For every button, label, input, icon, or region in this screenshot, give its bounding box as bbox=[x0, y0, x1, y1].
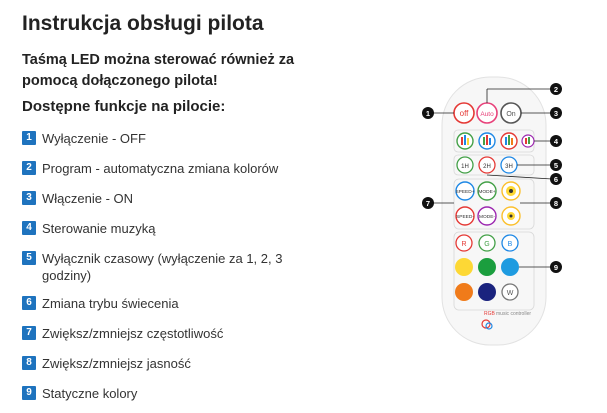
list-item bbox=[22, 160, 317, 177]
svg-text:5: 5 bbox=[553, 161, 559, 170]
callout-9 bbox=[550, 261, 562, 273]
color-r-button bbox=[456, 235, 472, 251]
svg-text:MODE+: MODE+ bbox=[478, 190, 496, 195]
svg-text:7: 7 bbox=[425, 199, 431, 208]
function-label: Sterowanie muzyką bbox=[42, 221, 156, 236]
callout-6 bbox=[550, 173, 562, 185]
number-badge: 2 bbox=[22, 161, 36, 175]
color-b-button bbox=[502, 235, 518, 251]
mode-up-button bbox=[478, 182, 496, 200]
number-badge: 6 bbox=[22, 296, 36, 310]
svg-text:3H: 3H bbox=[505, 164, 513, 170]
function-label: Wyłącznik czasowy (wyłączenie za 1, 2, 3 godziny) bbox=[42, 251, 283, 283]
callout-3 bbox=[550, 107, 562, 119]
function-label: Zmiana trybu świecenia bbox=[42, 296, 179, 311]
intro-text: Taśmą LED można sterować również za pomocą dołączonego pilota! bbox=[22, 52, 295, 89]
on-button bbox=[501, 103, 521, 123]
number-badge: 1 bbox=[22, 131, 36, 145]
function-label: Włączenie - ON bbox=[42, 191, 134, 206]
svg-text:6: 6 bbox=[553, 175, 559, 184]
functions-heading: Dostępne funkcje na pilocie: bbox=[22, 98, 226, 115]
svg-text:3: 3 bbox=[553, 109, 559, 118]
brand-rgb: RGB bbox=[484, 311, 495, 317]
music-button-1 bbox=[457, 133, 473, 149]
svg-text:8: 8 bbox=[553, 199, 559, 208]
callout-5 bbox=[550, 159, 562, 171]
svg-text:W: W bbox=[506, 290, 514, 297]
function-label: Zwiększ/zmniejsz częstotliwość bbox=[42, 326, 224, 341]
number-badge: 4 bbox=[22, 221, 36, 235]
speed-down-button bbox=[456, 207, 474, 225]
svg-text:B: B bbox=[507, 241, 513, 248]
brand-text: music controller bbox=[496, 311, 532, 317]
function-label: Zwiększ/zmniejsz jasność bbox=[42, 356, 191, 371]
function-label: Program - automatyczna zmiana kolorów bbox=[42, 161, 279, 176]
list-item bbox=[22, 355, 317, 372]
svg-text:SPEED-: SPEED- bbox=[456, 215, 474, 220]
color-navy-button bbox=[478, 283, 496, 301]
svg-text:SPEED+: SPEED+ bbox=[455, 190, 475, 195]
list-item bbox=[22, 190, 317, 207]
callout-7 bbox=[422, 197, 434, 209]
music-button-3 bbox=[501, 133, 517, 149]
callout-8 bbox=[550, 197, 562, 209]
music-button-4 bbox=[522, 135, 534, 147]
callout-1 bbox=[422, 107, 434, 119]
brightness-up-button bbox=[502, 182, 520, 200]
svg-text:1H: 1H bbox=[461, 164, 469, 170]
list-item bbox=[22, 325, 317, 342]
callout-2 bbox=[550, 83, 562, 95]
color-orange-button bbox=[455, 283, 473, 301]
on-label: On bbox=[506, 111, 516, 118]
svg-text:R: R bbox=[461, 241, 467, 248]
svg-text:1: 1 bbox=[425, 109, 431, 118]
number-badge: 5 bbox=[22, 251, 36, 265]
list-item bbox=[22, 250, 317, 284]
color-cyan-button bbox=[501, 258, 519, 276]
timer-2h-button bbox=[479, 157, 495, 173]
svg-text:2: 2 bbox=[553, 85, 559, 94]
list-item bbox=[22, 220, 317, 237]
auto-button bbox=[477, 103, 497, 123]
timer-1h-button bbox=[457, 157, 473, 173]
function-label: Statyczne kolory bbox=[42, 386, 138, 401]
svg-text:MODE-: MODE- bbox=[479, 215, 495, 220]
callout-4 bbox=[550, 135, 562, 147]
off-button bbox=[454, 103, 474, 123]
list-item bbox=[22, 130, 317, 147]
off-label: off bbox=[459, 109, 469, 118]
svg-text:G: G bbox=[484, 241, 490, 248]
remote-illustration bbox=[410, 75, 590, 350]
brightness-down-button bbox=[502, 207, 520, 225]
svg-text:9: 9 bbox=[553, 263, 559, 272]
list-item bbox=[22, 295, 317, 312]
svg-text:4: 4 bbox=[553, 137, 559, 146]
color-green-button bbox=[478, 258, 496, 276]
color-yellow-button bbox=[455, 258, 473, 276]
color-w-button bbox=[502, 284, 518, 300]
page-title: Instrukcja obsługi pilota bbox=[22, 12, 264, 35]
music-button-2 bbox=[479, 133, 495, 149]
auto-label: Auto bbox=[480, 111, 494, 118]
list-item bbox=[22, 385, 317, 402]
mode-down-button bbox=[478, 207, 496, 225]
number-badge: 3 bbox=[22, 191, 36, 205]
function-label: Wyłączenie - OFF bbox=[42, 131, 146, 146]
color-g-button bbox=[479, 235, 495, 251]
timer-3h-button bbox=[501, 157, 517, 173]
number-badge: 8 bbox=[22, 356, 36, 370]
svg-text:2H: 2H bbox=[483, 164, 491, 170]
speed-up-button bbox=[455, 182, 474, 200]
number-badge: 9 bbox=[22, 386, 36, 400]
number-badge: 7 bbox=[22, 326, 36, 340]
